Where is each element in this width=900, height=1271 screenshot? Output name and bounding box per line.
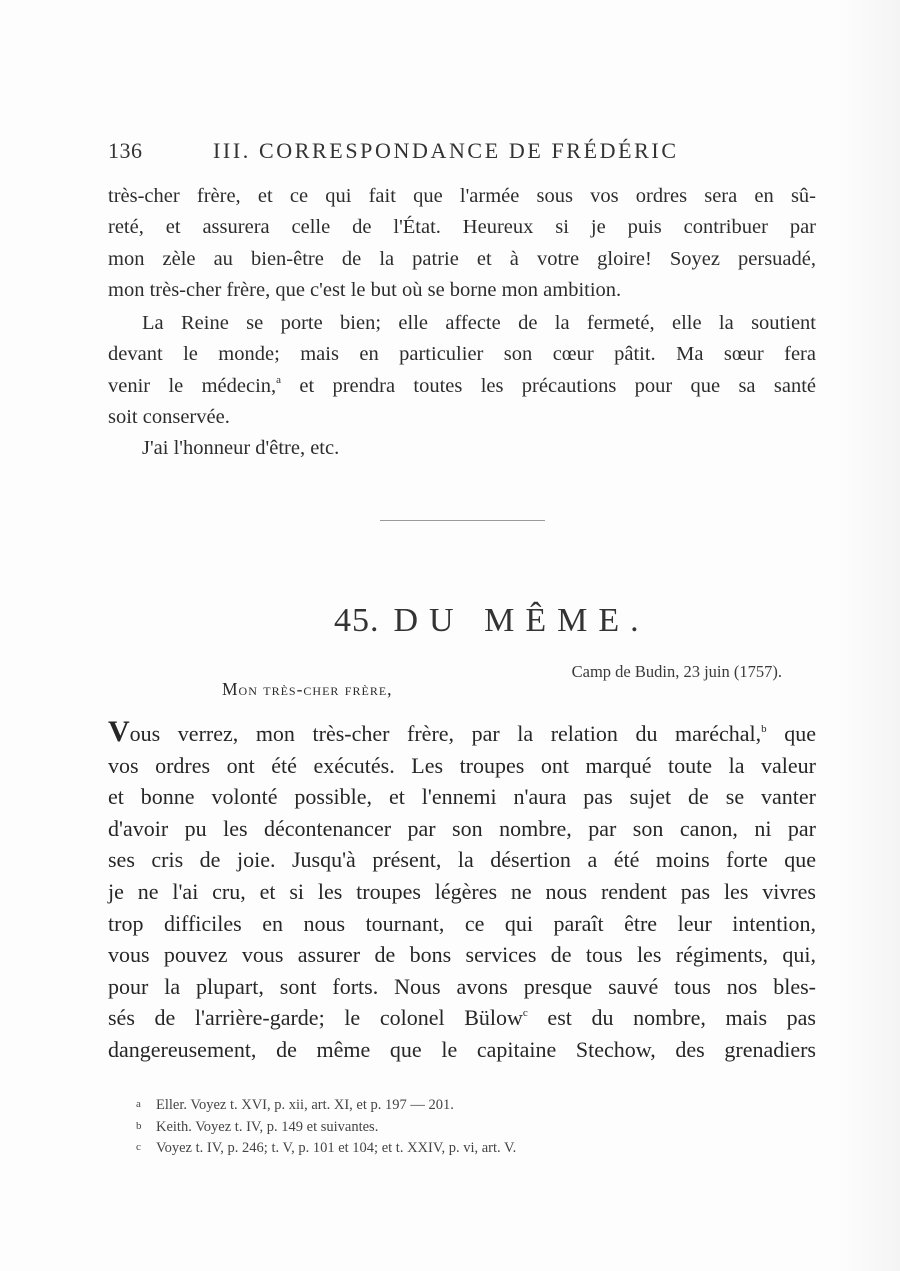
text-line: trop difficiles en nous tournant, ce qui paraît être leur intention,	[108, 910, 816, 936]
letter-title: DU MÊME.	[393, 602, 650, 639]
text-fragment: est du nombre, mais pas	[527, 1005, 816, 1031]
drop-cap: V	[108, 715, 130, 748]
running-head-title: III. CORRESPONDANCE DE FRÉDÉRIC	[213, 138, 679, 163]
text-line: vos ordres ont été exécutés. Les troupes ont marqué toute la valeur	[108, 752, 816, 778]
text-fragment: venir le médecin,	[108, 374, 277, 397]
text-line: vous pouvez vous assurer de bons services de tous les régiments, qui,	[108, 942, 816, 968]
footnote-ref-c[interactable]: c	[522, 1007, 528, 1020]
previous-letter-paragraph-1	[108, 181, 816, 306]
previous-letter-paragraph-2	[108, 308, 816, 433]
section-divider	[380, 520, 545, 521]
text-line: ses cris de joie. Jusqu'à présent, la désertion a été moins forte que	[108, 847, 816, 873]
running-head	[108, 138, 720, 168]
footnote-a	[136, 1094, 516, 1116]
footnote-text: Voyez t. IV, p. 246; t. V, p. 101 et 104; et t. XXIV, p. vi, art. V.	[156, 1140, 517, 1156]
text-fragment: que	[766, 721, 817, 746]
text-line	[108, 715, 817, 750]
footnote-mark: b	[136, 1119, 142, 1132]
footnote-ref-a[interactable]: a	[276, 373, 282, 386]
footnote-b	[136, 1116, 516, 1138]
text-fragment: sés de l'arrière-garde; le colonel Bülow	[108, 1005, 523, 1031]
footnote-text: Eller. Voyez t. XVI, p. xii, art. XI, et p. 197 — 201.	[156, 1097, 454, 1113]
text-line: La Reine se porte bien; elle affecte de la fermeté, elle la soutient	[142, 312, 816, 334]
footnote-text: Keith. Voyez t. IV, p. 149 et suivantes.	[156, 1118, 379, 1135]
letter-heading	[334, 602, 650, 640]
text-line	[108, 1002, 816, 1034]
text-line: mon très-cher frère, que c'est le but où se borne mon ambition.	[108, 278, 622, 301]
closing-formula: J'ai l'honneur d'être, etc.	[142, 437, 340, 459]
footnote-mark: c	[136, 1141, 141, 1153]
text-line	[108, 371, 816, 402]
page-number: 136	[108, 138, 143, 163]
dateline: Camp de Budin, 23 juin (1757).	[571, 662, 782, 681]
text-line: pour la plupart, sont forts. Nous avons presque sauvé tous nos bles-	[108, 973, 816, 999]
text-line: je ne l'ai cru, et si les troupes légères ne nous rendent pas les vivres	[108, 878, 816, 904]
letter-number: 45.	[334, 602, 380, 639]
text-line: très-cher frère, et ce qui fait que l'armée sous vos ordres sera en sû-	[108, 185, 816, 207]
footnote-mark: a	[136, 1098, 141, 1110]
text-line: reté, et assurera celle de l'État. Heureux si je puis contribuer par	[108, 216, 816, 239]
previous-letter-closing-block	[108, 433, 816, 464]
salutation: Mon très-cher frère,	[222, 679, 393, 699]
footnotes	[136, 1094, 516, 1159]
footnote-ref-b[interactable]: b	[761, 723, 767, 735]
text-line: devant le monde; mais en particulier son cœur pâtit. Ma sœur fera	[108, 343, 816, 366]
text-fragment: et prendra toutes les précautions pour que sa santé	[299, 374, 816, 397]
text-line: et bonne volonté possible, et l'ennemi n'aura pas sujet de se vanter	[108, 784, 816, 810]
text-line: dangereusement, de même que le capitaine Stechow, des grenadiers	[108, 1036, 816, 1062]
text-fragment: ous verrez, mon très-cher frère, par la relation du maréchal,	[129, 721, 762, 746]
text-line: soit conservée.	[108, 405, 230, 428]
text-line: mon zèle au bien-être de la patrie et à votre gloire! Soyez persuadé,	[108, 247, 816, 270]
letter-body	[108, 715, 817, 1066]
text-line: d'avoir pu les décontenancer par son nombre, par son canon, ni par	[108, 815, 816, 841]
footnote-c	[136, 1137, 516, 1159]
